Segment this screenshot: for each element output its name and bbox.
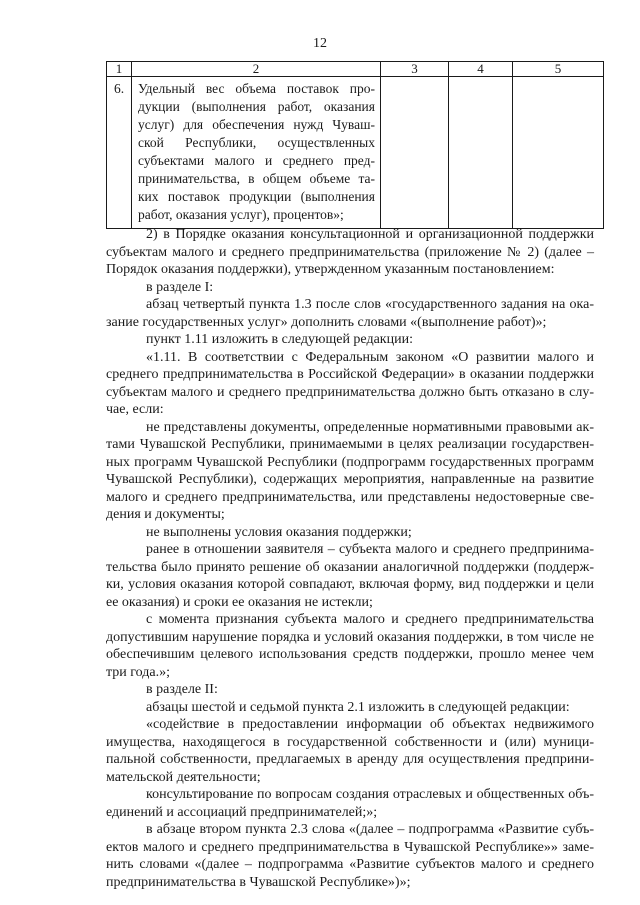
table-row [107, 77, 604, 229]
text-line: не представлены документы, определенные нормативными правовыми ак- [146, 419, 594, 435]
cell-text-line: субъектами малого и среднего пред- [138, 153, 375, 168]
text-line: пункт 1.11 изложить в следующей редакции: [146, 332, 413, 347]
text-line: имущества, находящегося в государственной собственности и (или) муници- [106, 734, 594, 750]
cell-text-line: принимательства, в общем объеме та- [138, 171, 375, 186]
empty-cell [449, 77, 513, 229]
text-line: ных программ Чувашской Республики (подпрограмм государственных программ [106, 454, 594, 470]
text-line: «содействие в предоставлении информации об объектах недвижимого [146, 717, 594, 732]
text-line: нить словами «(далее – подпрограмма «Развитие субъектов малого и среднего [106, 857, 594, 872]
indicator-table [106, 61, 604, 229]
text-line: три года.»; [106, 664, 170, 680]
text-line: малого и среднего предпринимательства, или представлены недостоверные све- [106, 489, 594, 505]
text-line: в разделе I: [146, 279, 214, 295]
text-line: предпринимательства в Чувашской Республике»)»; [106, 874, 411, 890]
page-number: 12 [313, 36, 327, 51]
text-line: консультирование по вопросам создания отраслевых и общественных объ- [146, 787, 594, 802]
text-line: не выполнены условия оказания поддержки; [146, 524, 412, 540]
text-line: субъектам малого и среднего предпринимательства (приложение № 2) (далее – [106, 244, 594, 260]
empty-cell [381, 77, 449, 229]
document-body [106, 226, 594, 891]
text-line: ранее в отношении заявителя – субъекта малого и среднего предпринима- [146, 542, 594, 557]
text-line: зание государственных услуг» дополнить словами «(выполнение работ)»; [106, 314, 547, 330]
text-line: среднего предпринимательства в Российской Федерации» в оказании поддержки [106, 367, 594, 382]
text-line: дения и документы; [106, 507, 225, 522]
text-line: ки, условия оказания которой совпадают, включая форму, вид поддержки и цели [106, 577, 594, 592]
text-line: абзацы шестой и седьмой пункта 2.1 изложить в следующей редакции: [146, 699, 570, 715]
indicator-name-cell [132, 77, 381, 229]
cell-text-line: ких поставок продукции (выполнения [138, 189, 375, 204]
cell-text-line: Удельный вес объема поставок про- [138, 81, 375, 96]
text-line: ее оказания) и сроки ее оказания не истекли; [106, 594, 373, 610]
row-number: 6. [113, 81, 125, 96]
text-line: чае, если: [106, 402, 164, 417]
text-line: 2) в Порядке оказания консультационной и организационной поддержки [146, 227, 594, 242]
text-line: ектов малого и среднего предпринимательства в Чувашской Республике»» заме- [106, 839, 594, 855]
cell-text-line: дукции (выполнения работ, оказания [138, 99, 375, 114]
text-line: тельства было принято решение об оказании аналогичной поддержки (поддерж- [106, 559, 594, 575]
text-line: Чувашской Республики), содержащих мероприятия, направленные на развитие [106, 472, 594, 487]
text-line: допустившим нарушение порядка и условий оказания поддержки, в том числе не [106, 629, 594, 645]
cell-text-line: услуг) для обеспечения нужд Чуваш- [138, 117, 375, 132]
column-header: 5 [513, 62, 604, 77]
text-line: мательской деятельности; [106, 769, 261, 785]
column-header: 2 [132, 62, 381, 77]
text-line: пальной собственности, предлагаемых в аренду для осуществления предприни- [106, 752, 594, 767]
text-line: с момента признания субъекта малого и среднего предпринимательства [146, 612, 594, 627]
cell-text-line: работ, оказания услуг), процентов»; [138, 207, 344, 222]
text-line: субъектам малого и среднего предпринимательства должно быть отказано в слу- [106, 384, 594, 400]
text-line: абзац четвертый пункта 1.3 после слов «государственного задания на ока- [146, 297, 594, 312]
text-line: единений и ассоциаций предпринимателей;»; [106, 804, 378, 820]
row-number-cell [107, 77, 132, 229]
empty-cell [513, 77, 604, 229]
cell-text-line: ской Республики, осуществленных [138, 135, 375, 150]
text-line: обеспечившим целевого использования средств поддержки, прошло менее чем [106, 647, 594, 662]
text-line: Порядок оказания поддержки), утвержденном указанным постановлением: [106, 262, 555, 277]
text-line: в абзаце втором пункта 2.3 слова «(далее – подпрограмма «Развитие субъ- [146, 822, 594, 837]
column-header: 4 [449, 62, 513, 77]
column-header: 1 [107, 62, 132, 77]
text-line: «1.11. В соответствии с Федеральным законом «О развитии малого и [146, 349, 594, 365]
text-line: тами Чувашской Республики, принимаемыми в целях реализации государствен- [106, 437, 594, 452]
table-header-row [107, 62, 604, 77]
column-header: 3 [381, 62, 449, 77]
text-line: в разделе II: [146, 682, 218, 697]
